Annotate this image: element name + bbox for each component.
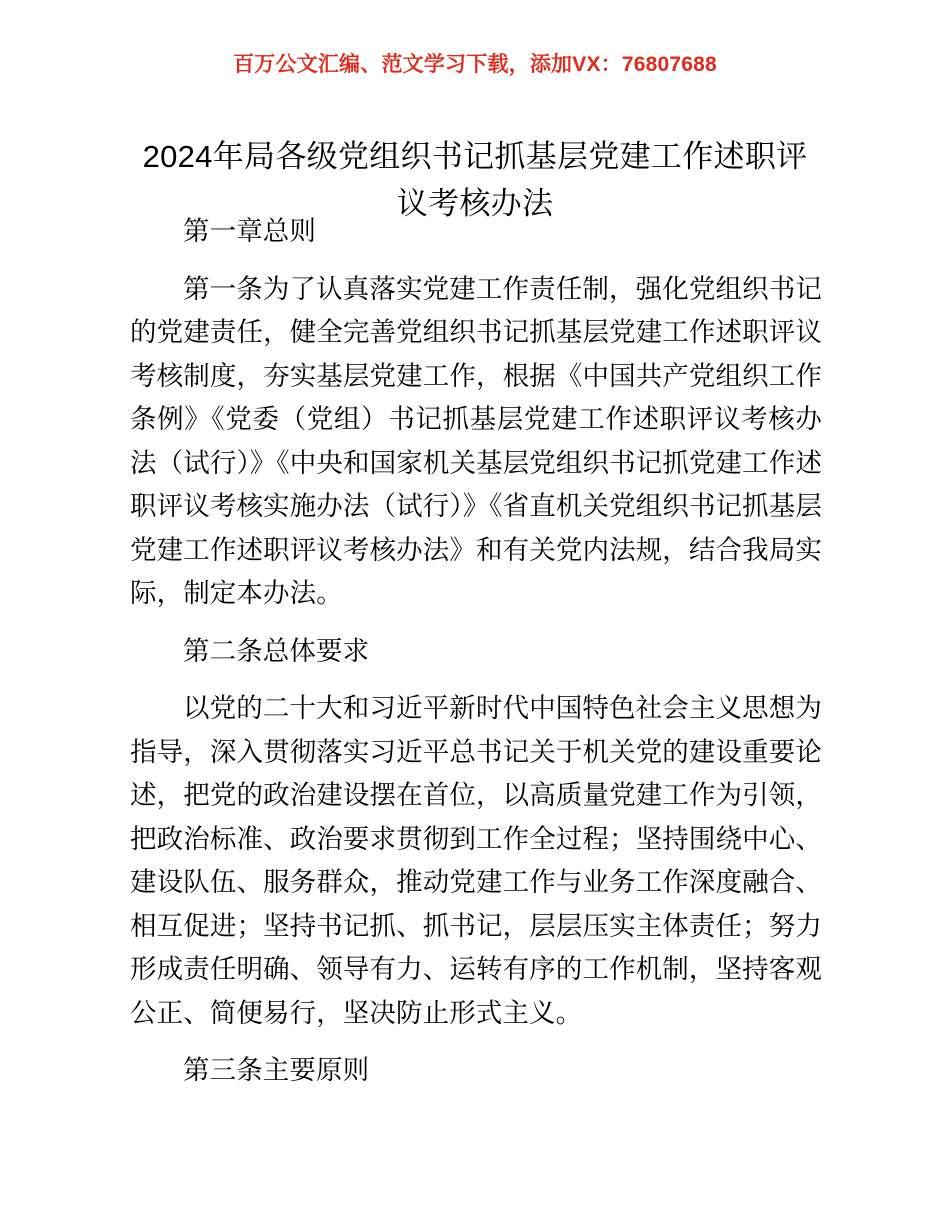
promo-banner [0, 54, 950, 75]
paragraph-article-one-body: 第一条为了认真落实党建工作责任制，强化党组织书记的党建责任，健全完善党组织书记抓基层党建工作述职评议考核制度，夯实基层党建工作，根据《中国共产党组织工作条例》《党委（党组）书记抓基层党建工作述职评议考核办法（试行）》《中央和国家机关基层党组织书记抓党建工作述职评议考核实施办法（试行）》《省直机关党组织书记抓基层党建工作述职评议考核办法》和有关党内法规，结合我局实际，制定本办法。 [130, 273, 822, 608]
paragraph-article-two-body: 以党的二十大和习近平新时代中国特色社会主义思想为指导，深入贯彻落实习近平总书记关于机关党的建设重要论述，把党的政治建设摆在首位，以高质量党建工作为引领，把政治标准、政治要求贯彻到工作全过程；坚持围绕中心、建设队伍、服务群众，推动党建工作与业务工作深度融合、相互促进；坚持书记抓、抓书记，层层压实主体责任；努力形成责任明确、领导有力、运转有序的工作机制，坚持客观公正、简便易行，坚决防止形式主义。 [130, 693, 822, 1028]
paragraph-chapter-one-heading: 第一章总则 [183, 216, 316, 246]
paragraph-article-two-heading: 第二条总体要求 [183, 635, 370, 666]
document-body [130, 210, 822, 1093]
promo-banner-text: 百万公文汇编、范文学习下载，添加VX：76807688 [233, 53, 717, 76]
paragraph-article-three-heading: 第三条主要原则 [183, 1055, 370, 1085]
document-title: 2024年局各级党组织书记抓基层党建工作述职评议考核办法 [142, 138, 808, 221]
